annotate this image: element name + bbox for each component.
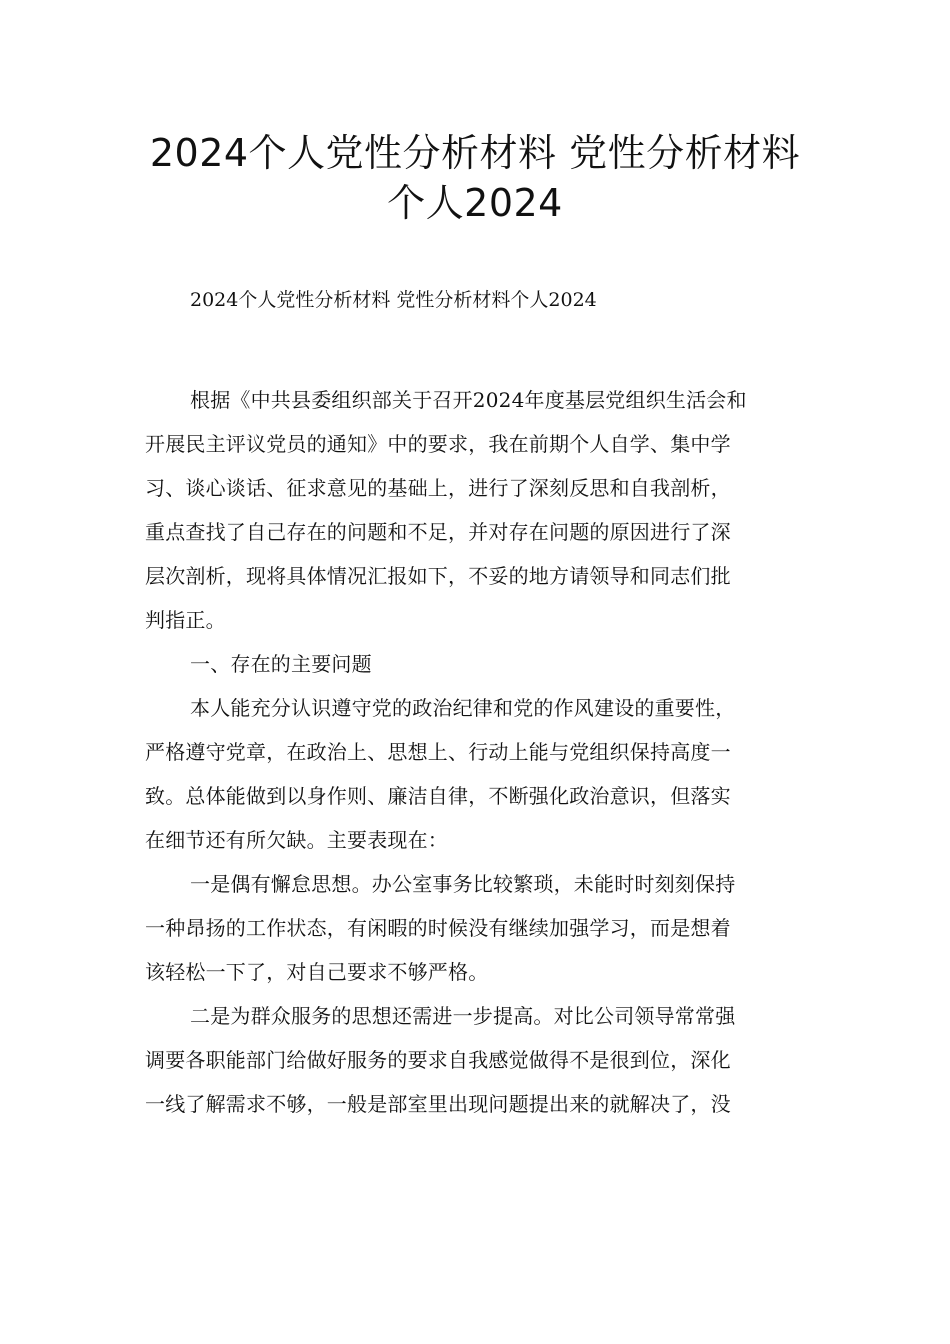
body-line: 一是偶有懈怠思想。办公室事务比较繁琐，未能时时刻刻保持 <box>190 872 736 896</box>
body-line: 一种昂扬的工作状态，有闲暇的时候没有继续加强学习，而是想着 <box>145 916 731 940</box>
body-line: 层次剖析，现将具体情况汇报如下，不妥的地方请领导和同志们批 <box>145 564 731 588</box>
body-line: 习、谈心谈话、征求意见的基础上，进行了深刻反思和自我剖析， <box>145 476 731 500</box>
body-line: 二是为群众服务的思想还需进一步提高。对比公司领导常常强 <box>190 1004 736 1028</box>
body-line: 一线了解需求不够，一般是部室里出现问题提出来的就解决了，没 <box>145 1092 731 1116</box>
body-line: 根据《中共县委组织部关于召开2024年度基层党组织生活会和 <box>190 388 747 412</box>
body-line: 调要各职能部门给做好服务的要求自我感觉做得不是很到位，深化 <box>145 1048 731 1072</box>
body-line: 严格遵守党章，在政治上、思想上、行动上能与党组织保持高度一 <box>145 740 731 764</box>
body-line: 判指正。 <box>145 608 226 632</box>
document-subtitle: 2024个人党性分析材料 党性分析材料个人2024 <box>190 289 597 311</box>
body-line: 本人能充分认识遵守党的政治纪律和党的作风建设的重要性， <box>190 696 736 720</box>
body-line: 重点查找了自己存在的问题和不足，并对存在问题的原因进行了深 <box>145 520 731 544</box>
section-heading: 一、存在的主要问题 <box>190 652 372 676</box>
document-title <box>100 128 850 228</box>
body-line: 致。总体能做到以身作则、廉洁自律，不断强化政治意识，但落实 <box>145 784 731 808</box>
body-line: 在细节还有所欠缺。主要表现在： <box>145 828 448 852</box>
title-line-2: 个人2024 <box>387 181 563 225</box>
body-line: 该轻松一下了，对自己要求不够严格。 <box>145 960 489 984</box>
body-line: 开展民主评议党员的通知》中的要求，我在前期个人自学、集中学 <box>145 432 731 456</box>
document-body <box>145 380 810 1128</box>
title-line-1: 2024个人党性分析材料 党性分析材料 <box>149 131 801 175</box>
